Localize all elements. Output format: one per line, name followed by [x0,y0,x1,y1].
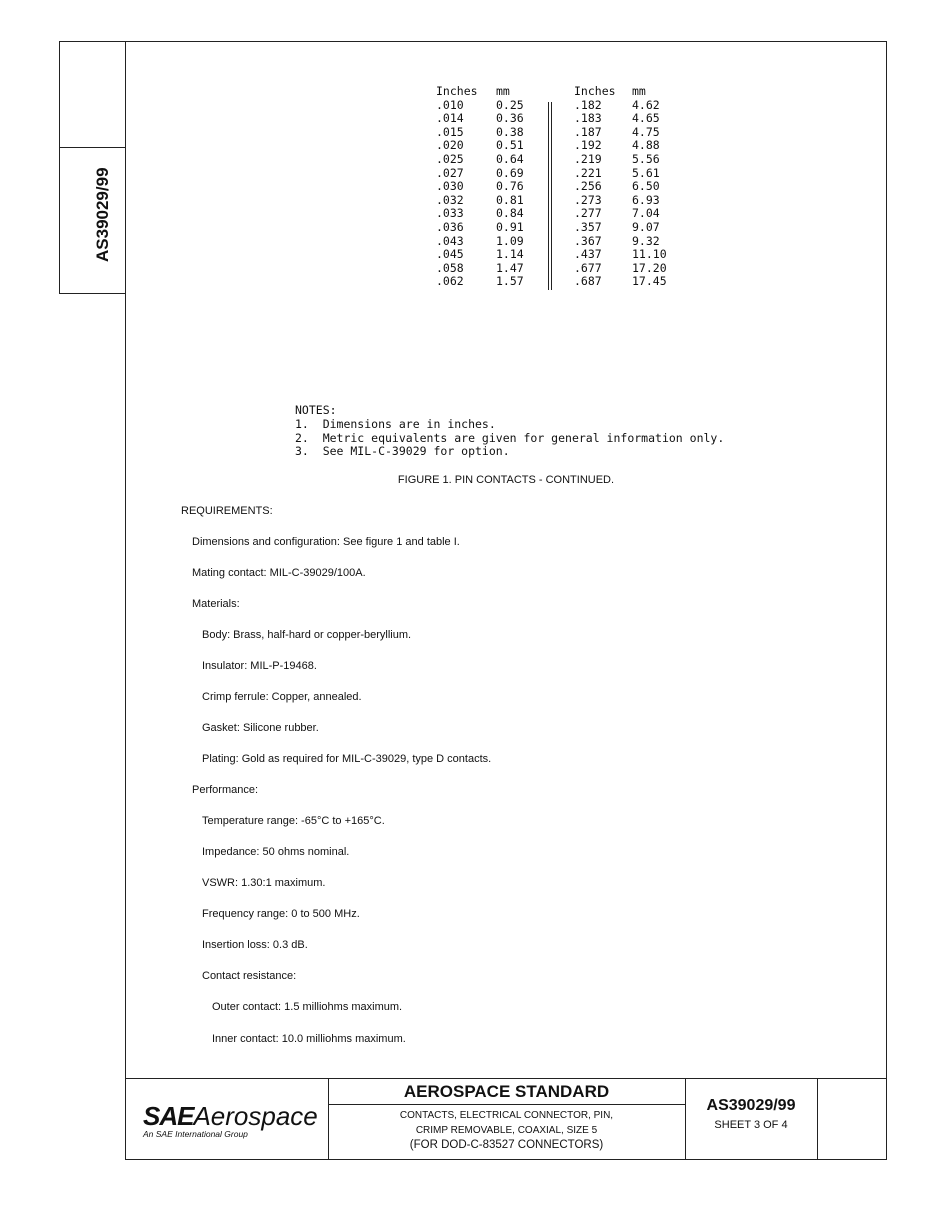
description-line-1: CONTACTS, ELECTRICAL CONNECTOR, PIN, [399,1110,614,1121]
requirements-heading: REQUIREMENTS: [181,505,273,517]
cell-inches: .357 [574,219,602,234]
cell-mm: 0.51 [496,138,524,153]
table-rows-left [436,99,548,289]
req-dimensions: Dimensions and configuration: See figure 1 and table I. [192,536,460,548]
cell-inches: .183 [574,111,602,126]
table-row [436,180,548,194]
req-mating-contact: Mating contact: MIL-C-39029/100A. [192,567,366,579]
doc-number: AS39029/99 [706,1097,796,1114]
cell-mm: 1.57 [496,274,524,289]
table-row [436,207,548,221]
header-mm: mm [632,84,646,98]
cell-mm: 0.76 [496,179,524,194]
cell-inches: .020 [436,138,464,153]
req-vswr: VSWR: 1.30:1 maximum. [202,877,326,889]
cell-mm: 5.56 [632,151,660,166]
table-row [574,262,684,276]
sae-aerospace-logo [143,1101,318,1139]
table-divider-line [551,102,552,290]
cell-mm: 17.20 [632,260,667,275]
header-mm: mm [496,84,510,98]
table-row [574,167,684,181]
table-row [574,139,684,153]
title-block-border [125,1078,887,1079]
table-row [436,221,548,235]
side-tab-doc-number: AS39029/99 [93,167,112,262]
table-row [436,248,548,262]
cell-mm: 0.38 [496,124,524,139]
req-inner-contact: Inner contact: 10.0 milliohms maximum. [212,1033,406,1045]
header-inches: Inches [574,84,616,98]
cell-inches: .277 [574,206,602,221]
cell-mm: 7.04 [632,206,660,221]
table-row [436,112,548,126]
table-row [436,153,548,167]
cell-mm: 1.47 [496,260,524,275]
cell-inches: .030 [436,179,464,194]
note-item: 1. Dimensions are in inches. [295,416,496,431]
cell-inches: .437 [574,247,602,262]
figure-caption: FIGURE 1. PIN CONTACTS - CONTINUED. [397,474,615,486]
cell-mm: 1.14 [496,247,524,262]
table-row [574,248,684,262]
table-row [574,126,684,140]
cell-inches: .010 [436,97,464,112]
title-block-divider [817,1078,818,1160]
cell-inches: .687 [574,274,602,289]
cell-inches: .032 [436,192,464,207]
cell-mm: 1.09 [496,233,524,248]
notes [295,404,724,459]
req-performance: Performance: [192,784,259,796]
table-row [574,112,684,126]
table-row [436,275,548,289]
logo-subtitle: An SAE International Group [143,1129,248,1139]
cell-inches: .062 [436,274,464,289]
cell-mm: 4.65 [632,111,660,126]
req-body: Body: Brass, half-hard or copper-beryllium. [202,629,412,641]
table-row [574,194,684,208]
req-materials: Materials: [192,598,240,610]
header-inches: Inches [436,84,478,98]
cell-inches: .221 [574,165,602,180]
cell-mm: 4.75 [632,124,660,139]
cell-inches: .027 [436,165,464,180]
cell-inches: .025 [436,151,464,166]
cell-inches: .045 [436,247,464,262]
table-row [574,221,684,235]
cell-inches: .033 [436,206,464,221]
table-row [574,99,684,113]
cell-inches: .256 [574,179,602,194]
table-row [436,126,548,140]
cell-inches: .192 [574,138,602,153]
note-item: 2. Metric equivalents are given for general information only. [295,430,725,445]
logo-sae: SAE [143,1101,194,1131]
table-row [436,167,548,181]
note-item: 3. See MIL-C-39029 for option. [295,444,510,459]
table-row [574,235,684,249]
table-row [436,235,548,249]
table-header [436,85,548,99]
cell-mm: 9.07 [632,219,660,234]
cell-inches: .036 [436,219,464,234]
conversion-table-left [436,85,548,289]
description-line-2: CRIMP REMOVABLE, COAXIAL, SIZE 5 [415,1125,598,1136]
cell-mm: 0.81 [496,192,524,207]
description-line-3: (FOR DOD-C-83527 CONNECTORS) [409,1139,604,1151]
side-tab [59,41,126,294]
table-row [574,153,684,167]
cell-mm: 0.36 [496,111,524,126]
conversion-table-right [574,85,684,289]
cell-mm: 0.64 [496,151,524,166]
cell-inches: .187 [574,124,602,139]
table-row [574,207,684,221]
req-insulator: Insulator: MIL-P-19468. [202,660,317,672]
table-row [436,262,548,276]
cell-mm: 0.69 [496,165,524,180]
cell-mm: 0.25 [496,97,524,112]
req-frequency: Frequency range: 0 to 500 MHz. [202,908,360,920]
sheet-number: SHEET 3 OF 4 [714,1119,788,1131]
cell-inches: .014 [436,111,464,126]
table-row [436,139,548,153]
req-temperature: Temperature range: -65°C to +165°C. [202,815,385,827]
cell-mm: 9.32 [632,233,660,248]
table-row [436,99,548,113]
cell-inches: .015 [436,124,464,139]
req-impedance: Impedance: 50 ohms nominal. [202,846,350,858]
table-row [436,194,548,208]
cell-inches: .219 [574,151,602,166]
cell-mm: 17.45 [632,274,667,289]
cell-mm: 11.10 [632,247,667,262]
logo-aerospace: Aerospace [193,1101,318,1131]
cell-inches: .182 [574,97,602,112]
cell-mm: 0.91 [496,219,524,234]
cell-mm: 5.61 [632,165,660,180]
table-divider-line [548,102,549,290]
cell-mm: 6.93 [632,192,660,207]
cell-mm: 0.84 [496,206,524,221]
cell-mm: 6.50 [632,179,660,194]
req-gasket: Gasket: Silicone rubber. [202,722,319,734]
req-contact-resistance: Contact resistance: [202,970,297,982]
req-crimp-ferrule: Crimp ferrule: Copper, annealed. [202,691,362,703]
req-outer-contact: Outer contact: 1.5 milliohms maximum. [212,1001,403,1013]
table-rows-right [574,99,684,289]
req-insertion-loss: Insertion loss: 0.3 dB. [202,939,308,951]
table-row [574,275,684,289]
notes-heading: NOTES: [295,403,337,417]
table-row [574,180,684,194]
cell-mm: 4.62 [632,97,660,112]
cell-inches: .058 [436,260,464,275]
cell-inches: .677 [574,260,602,275]
req-plating: Plating: Gold as required for MIL-C-39029, type D contacts. [202,753,492,765]
cell-inches: .043 [436,233,464,248]
standard-title: AEROSPACE STANDARD [403,1082,610,1101]
title-block-divider [328,1104,685,1105]
table-header [574,85,684,99]
cell-inches: .367 [574,233,602,248]
side-tab-divider [60,147,125,148]
cell-mm: 4.88 [632,138,660,153]
cell-inches: .273 [574,192,602,207]
